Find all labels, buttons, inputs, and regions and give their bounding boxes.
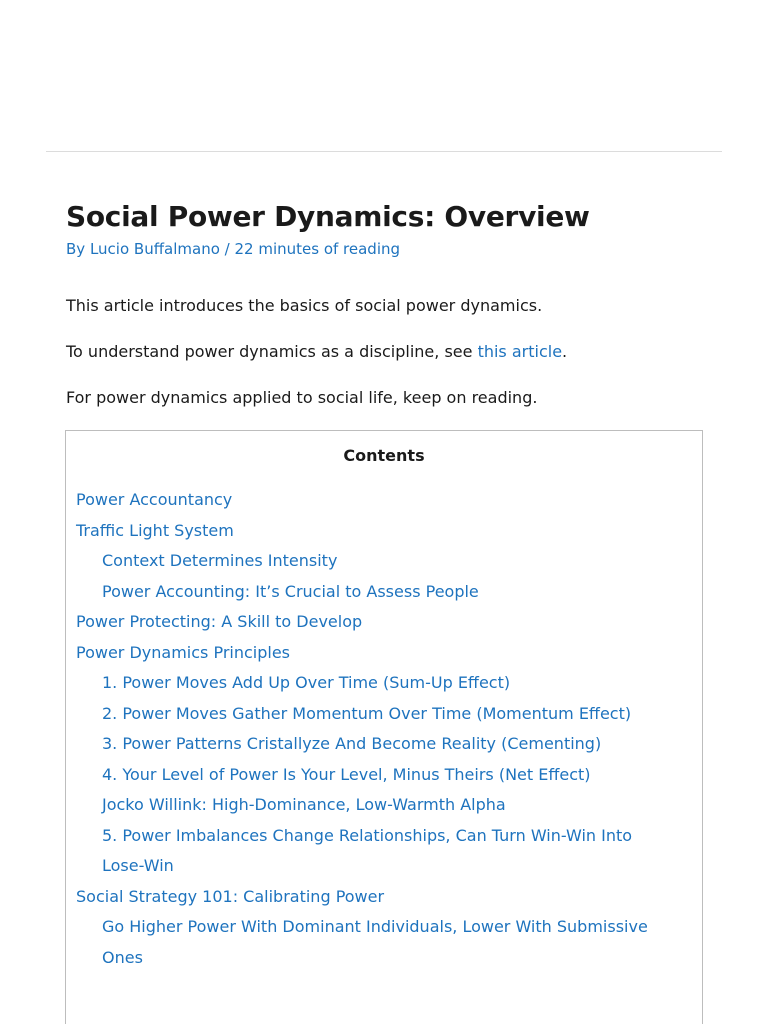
toc-item[interactable] [66, 546, 702, 577]
toc-item[interactable] [66, 729, 702, 760]
table-of-contents [65, 430, 703, 1024]
toc-item[interactable] [66, 485, 702, 516]
toc-item[interactable] [66, 821, 702, 882]
toc-link[interactable]: Power Protecting: A Skill to Develop [76, 612, 363, 631]
toc-item[interactable] [66, 882, 702, 913]
toc-item[interactable] [66, 699, 702, 730]
toc-item[interactable] [66, 760, 702, 791]
toc-item[interactable] [66, 516, 702, 547]
toc-link[interactable]: Context Determines Intensity [102, 551, 338, 570]
toc-list [66, 485, 702, 973]
toc-link[interactable]: Power Dynamics Principles [76, 642, 290, 662]
page-title: Social Power Dynamics: Overview [66, 200, 590, 233]
toc-link[interactable]: Go Higher Power With Dominant Individuals, Lower With Submissive Ones [102, 917, 648, 967]
toc-item[interactable] [66, 790, 702, 821]
discipline-end: . [562, 342, 568, 361]
toc-link[interactable]: 2. Power Moves Gather Momentum Over Time (Momentum Effect) [102, 703, 632, 723]
toc-link[interactable]: Power Accounting: It’s Crucial to Assess People [102, 581, 479, 601]
intro-paragraph: This article introduces the basics of social power dynamics. [66, 296, 543, 315]
toc-link[interactable]: 3. Power Patterns Cristallyze And Become Reality (Cementing) [102, 734, 602, 753]
author-prefix: By [66, 240, 90, 258]
header-divider [46, 151, 722, 152]
toc-link[interactable]: Traffic Light System [76, 520, 234, 540]
toc-item[interactable] [66, 607, 702, 638]
reading-time: 22 minutes of reading [234, 240, 401, 258]
toc-link[interactable]: 4. Your Level of Power Is Your Level, Minus Theirs (Net Effect) [102, 764, 591, 784]
toc-link[interactable]: Jocko Willink: High-Dominance, Low-Warmth Alpha [102, 795, 506, 814]
meta-separator: / [219, 240, 235, 258]
discipline-text: To understand power dynamics as a discipline, see [66, 342, 478, 361]
article [66, 196, 706, 407]
toc-item[interactable] [66, 668, 702, 699]
toc-item[interactable] [66, 638, 702, 669]
toc-title: Contents [343, 446, 425, 465]
this-article-link[interactable]: this article [477, 342, 563, 361]
discipline-paragraph [66, 339, 567, 365]
toc-item[interactable] [66, 577, 702, 608]
header-area [0, 0, 768, 152]
toc-link[interactable]: 5. Power Imbalances Change Relationships, Can Turn Win-Win Into Lose-Win [102, 825, 633, 875]
toc-link[interactable]: Power Accountancy [76, 490, 233, 509]
toc-link[interactable]: 1. Power Moves Add Up Over Time (Sum-Up Effect) [102, 673, 511, 692]
article-meta [66, 238, 706, 260]
toc-item[interactable] [66, 912, 702, 973]
author-link[interactable]: Lucio Buffalmano [89, 240, 220, 258]
toc-link[interactable]: Social Strategy 101: Calibrating Power [76, 886, 385, 906]
social-life-paragraph: For power dynamics applied to social life, keep on reading. [66, 388, 538, 407]
